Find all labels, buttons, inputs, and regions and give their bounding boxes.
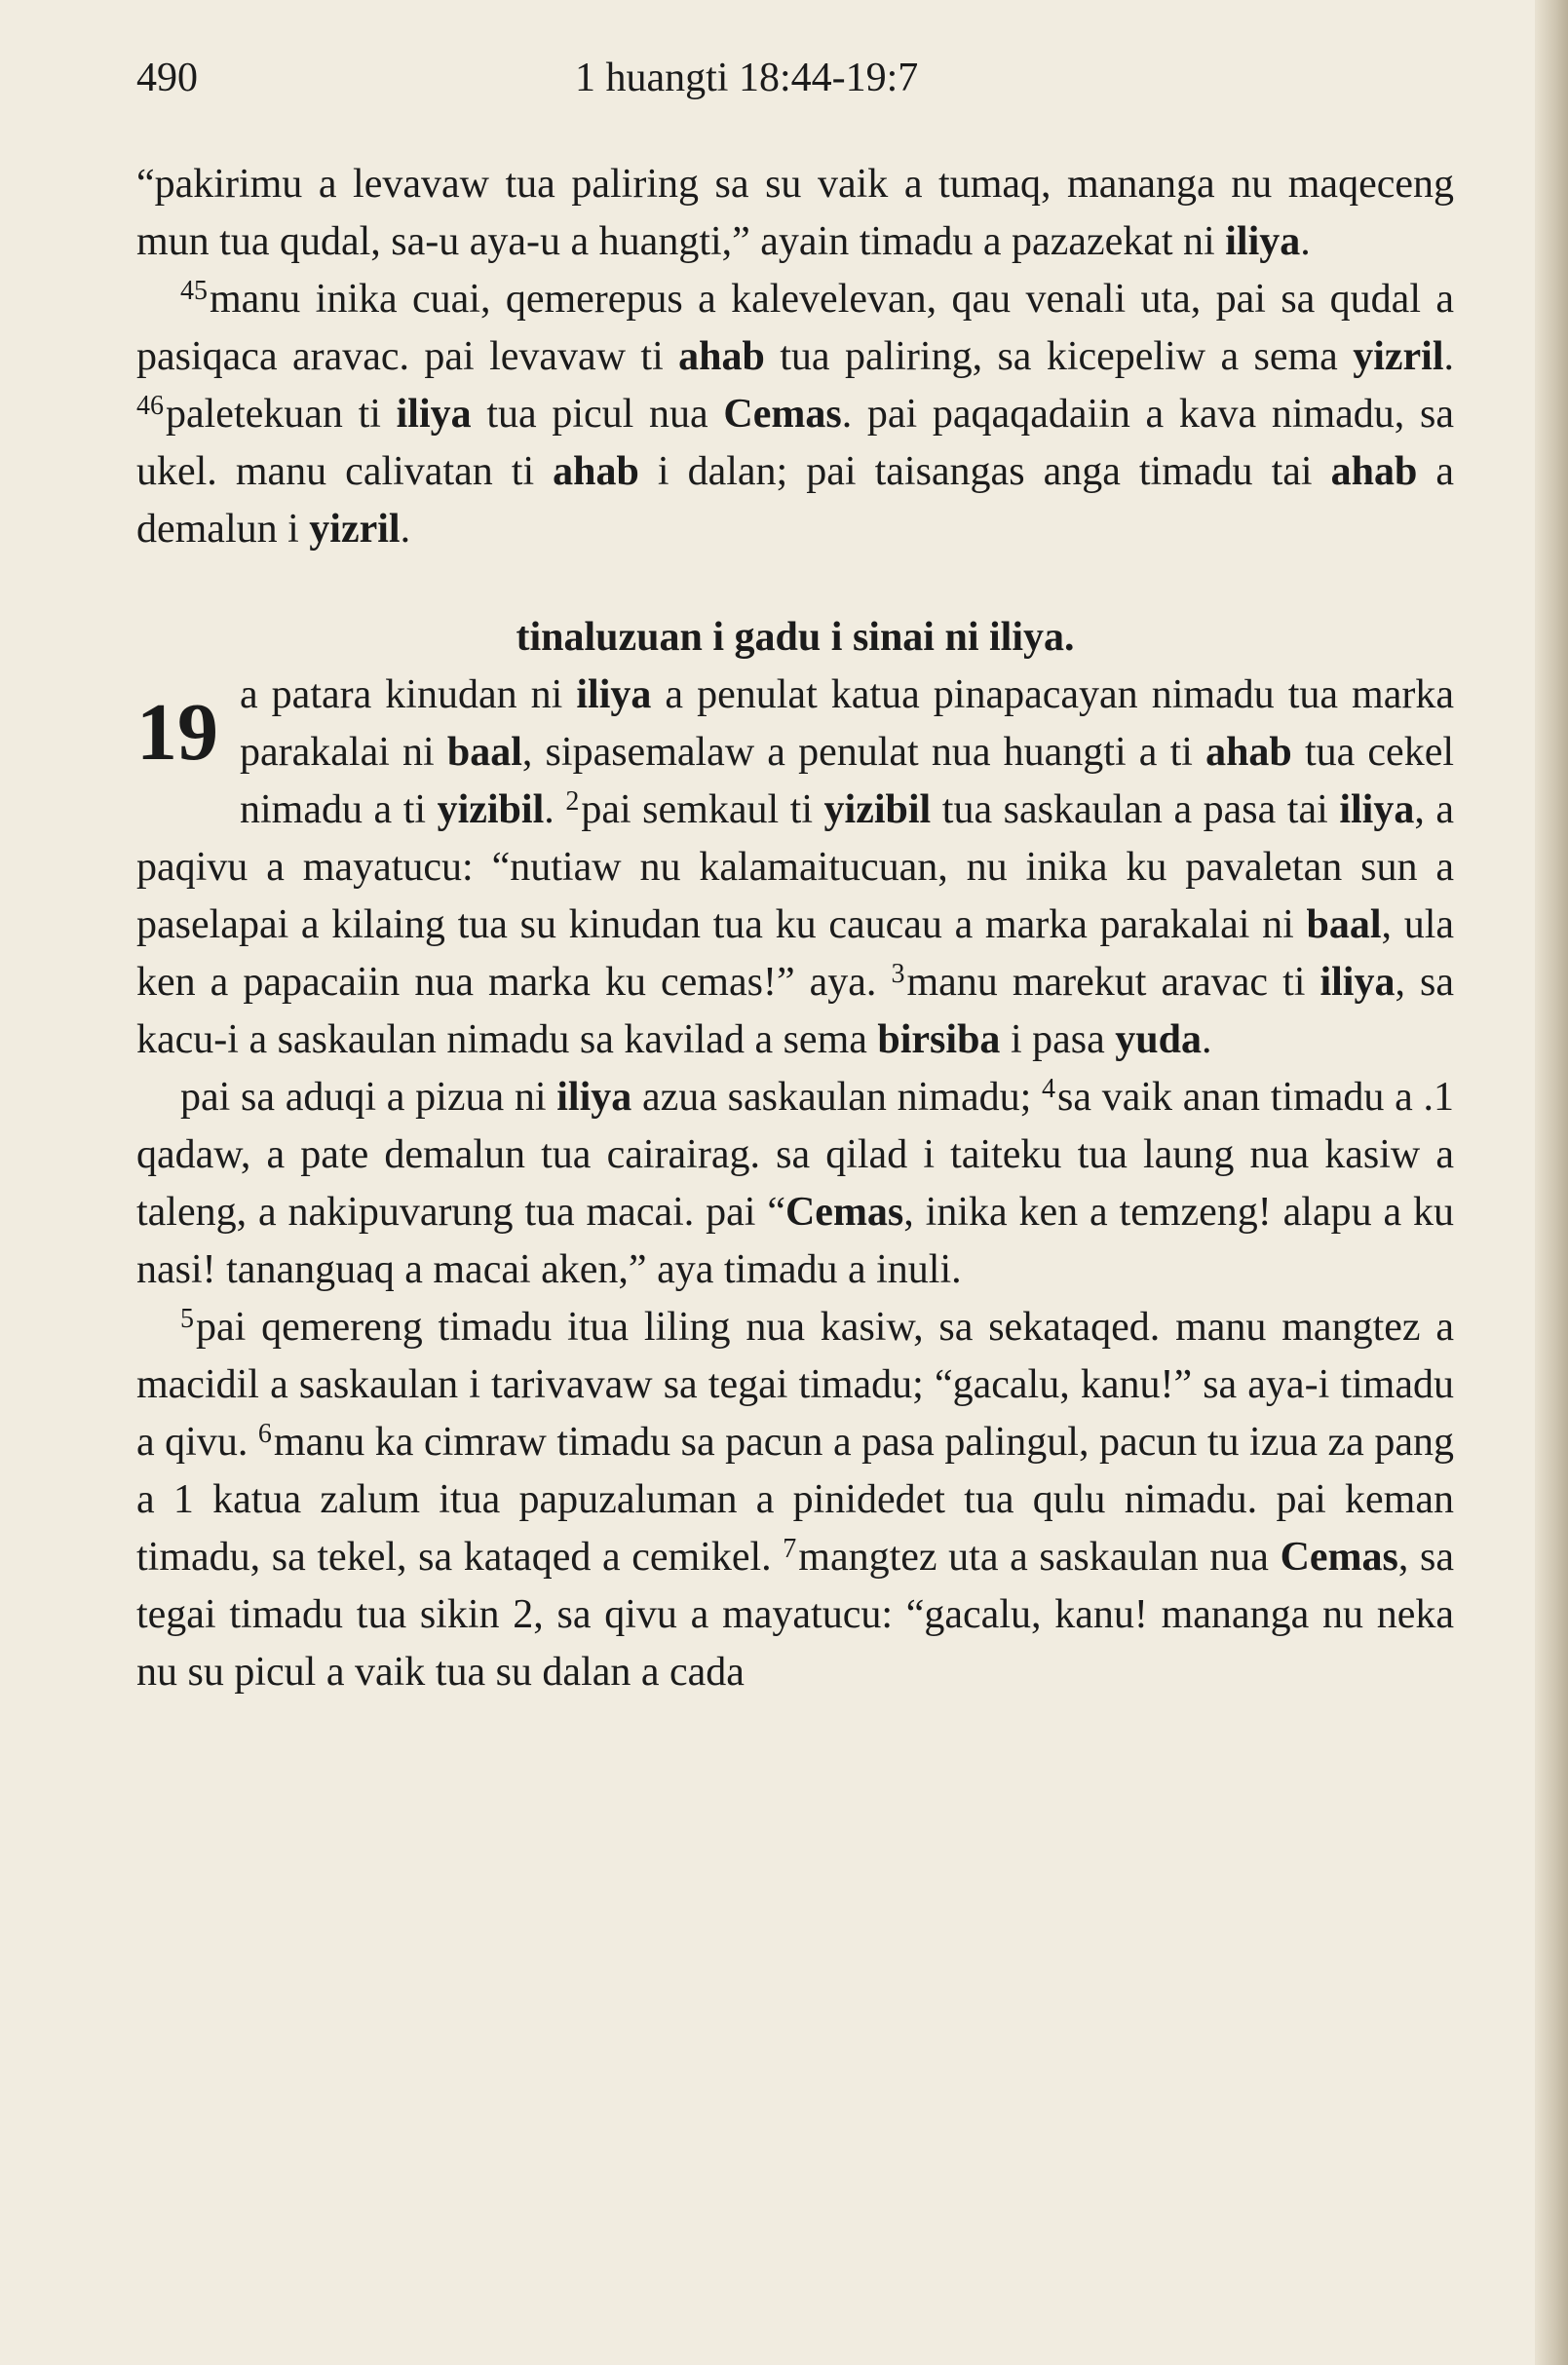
page-header — [136, 55, 1454, 113]
body-text — [136, 156, 1454, 1701]
paragraph-verse-5: $^5$pai qemereng timadu itua liling nua kasiw, sa sekataqed. manu mangtez a macidil a saskaulan i tarivavaw sa tegai timadu; “gacalu, kanu!” sa aya-i timadu a qivu. $^6$manu ka cimraw timadu sa pacun a pasa palingul, pacun tu izua za pang a 1 katua zalum itua papuzaluman a pinidedet tua qulu nimadu. pai keman timadu, sa tekel, sa kataqed a cemikel. $^7$mangtez uta a saskaulan nua Cemas, sa tegai timadu tua sikin 2, sa qivu a mayatucu: “gacalu, kanu! mananga nu neka nu su picul a vaik tua su dalan a cada — [136, 1304, 1455, 1695]
page-number: 490 — [136, 56, 198, 100]
running-head: 1 huangti 18:44-19:7 — [575, 56, 919, 100]
verse-number: 4 — [1042, 1074, 1056, 1104]
verse-number: 6 — [257, 1419, 272, 1449]
paragraph-chapter-start: 19 a patara kinudan ni iliya a penulat katua pinapacayan nimadu tua marka parakalai ni baal, sipasemalaw a penulat nua huangti a ti ahab tua cekel nimadu a ti yizibil. $^2$pai semkaul ti yizibil tua saskaulan a pasa tai iliya, a paqivu a mayatucu: “nutiaw nu kalamaitucuan, nu inika ku pavaletan sun a paselapai a kilaing tua su kinudan tua ku caucau a marka parakalai ni baal, ula ken a papacaiin nua marka ku cemas!” aya. $^3$manu marekut aravac ti iliya, sa kacu-i a saskaulan nimadu sa kavilad a sema birsiba i pasa yuda. — [136, 672, 1455, 1062]
verse-number: 3 — [891, 959, 905, 989]
verse-number: 5 — [180, 1304, 194, 1334]
section-heading: tinaluzuan i gadu i sinai ni iliya. — [516, 615, 1075, 660]
verse-number: 46 — [136, 391, 164, 421]
paragraph-verse-45: $^{45}$manu inika cuai, qemerepus a kalevelevan, qau venali uta, pai sa qudal a pasiqaca aravac. pai levavaw ti ahab tua paliring, sa kicepeliw a sema yizril. $^{46}$paletekuan ti iliya tua picul nua Cemas. pai paqaqadaiin a kava nimadu, sa ukel. manu calivatan ti ahab i dalan; pai taisangas anga timadu tai ahab a demalun i yizril. — [136, 276, 1454, 552]
book-page — [136, 0, 1454, 2365]
verse-number: 7 — [783, 1534, 797, 1564]
paragraph-continuation: “pakirimu a levavaw tua paliring sa su vaik a tumaq, mananga nu maqeceng mun tua qudal, sa-u aya-u a huangti,” ayain timadu a pazazekat ni iliya. — [136, 162, 1454, 264]
book-spine-edge — [1535, 0, 1568, 2365]
chapter-number: 19 — [136, 687, 218, 778]
paragraph-verse-4: pai sa aduqi a pizua ni iliya azua saskaulan nimadu; $^4$sa vaik anan timadu a .1 qadaw, a pate demalun tua cairairag. sa qilad i taiteku tua laung nua kasiw a taleng, a nakipuvarung tua macai. pai “Cemas, inika ken a temzeng! alapu a ku nasi! tananguaq a macai aken,” aya timadu a inuli. — [136, 1074, 1455, 1292]
verse-number: 2 — [565, 786, 580, 817]
verse-number: 45 — [180, 276, 208, 306]
